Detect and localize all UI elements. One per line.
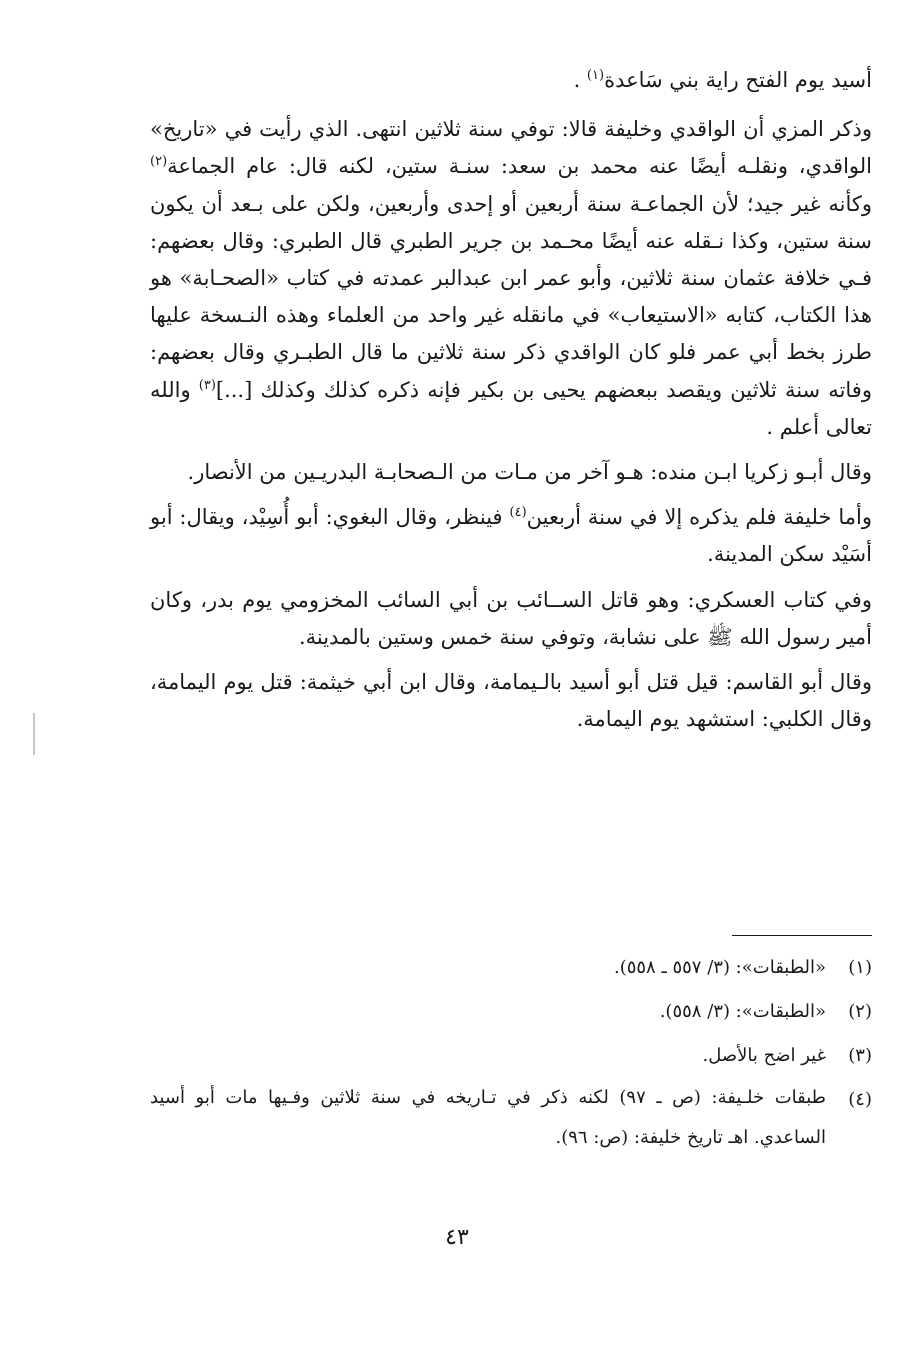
footnote-ref-3[interactable]: (٣): [198, 377, 216, 393]
scan-artifact-line: [33, 713, 35, 755]
footnote-ref-1[interactable]: (١): [586, 68, 605, 83]
paragraph-6: وقال أبو القاسم: قيل قتل أبو أسيد بالـيمامة، وقال ابن أبي خيثمة: قتل يوم اليمامة، وقال الكلبي: استشهد يوم اليمامة.: [150, 670, 872, 732]
footnote-text: طبقات خلـيفة: (ص ـ ٩٧) لكنه ذكر في تـاريخه في سنة ثلاثين وفـيها مات أبو أسيد الساعدي. اهـ تاريخ خليفة: (ص: ٩٦).: [150, 1087, 826, 1148]
footnote-text: غير اضح بالأصل.: [702, 1045, 826, 1066]
page-number: ٤٣: [445, 1225, 469, 1250]
footnote-2: [150, 990, 872, 1034]
paragraph-4-rest: فينظر، وقال البغوي: أبو أُسِيْد، ويقال: أبو أسَيْد سكن المدينة.: [150, 505, 872, 567]
footnote-3: [150, 1034, 872, 1078]
footnote-number: (٢): [848, 1001, 872, 1022]
main-text: [150, 62, 872, 746]
footnote-text: «الطبقات»: (٣/ ٥٥٨).: [659, 1001, 826, 1022]
footnote-4: [150, 1078, 872, 1158]
footnote-text: «الطبقات»: (٣/ ٥٥٧ ـ ٥٥٨).: [613, 957, 826, 978]
paragraph-5: وفي كتاب العسكري: وهو قاتل الســائب بن أبي السائب المخزومي يوم بدر، وكان أمير رسول الله ﷺ على نشابة، وتوفي سنة خمس وستين بالمدينة.: [150, 587, 872, 649]
paragraph-1-text: أسيد يوم الفتح راية بني سَاعدة: [604, 68, 872, 92]
paragraph-3: وقال أبـو زكريا ابـن منده: هـو آخر من مـات من الـصحابـة البدريـين من الأنصار.: [187, 460, 872, 485]
paragraph-2: [150, 111, 872, 446]
footnote-number: (٣): [848, 1045, 872, 1066]
footnote-ref-2[interactable]: (٢): [150, 154, 168, 170]
footnote-number: (١): [848, 957, 872, 978]
footnote-number: (٤): [848, 1089, 872, 1110]
paragraph-1-tail: .: [573, 68, 587, 92]
paragraph-1: [150, 62, 872, 99]
paragraph-2-rest: وكأنه غير جيد؛ لأن الجماعـة سنة أربعين أو إحدى وأربعين، ولكن على بـعد أن يكون سنة ستين، وكذا نـقله عنه أيضًا محـمد بن جرير الطبري قال الطبري: وقال بعضهم: فـي خلافة عثمان سنة ثلاثين، وأبو عمر ابن عبدالبر عمدته في كتاب «الصحـابة» هو هذا الكتاب، كتابه «الاستيعاب» في مانقله غير واحد من العلماء وهذه النـسخة عليها طرز بخط أبي عمر فلو كان الواقدي ذكر سنة ثلاثين ما قال الطبـري وقال بعضهم: وفاته سنة ثلاثين ويقصد ببعضهم يحيى بن بكير فإنه ذكره كذلك وكذلك [...]: [150, 191, 872, 402]
footnote-ref-4[interactable]: (٤): [509, 505, 527, 521]
footnotes: [150, 946, 872, 1158]
footnote-1: [150, 946, 872, 990]
paragraph-4: [150, 499, 872, 573]
paragraph-4-text: وأما خليفة فلم يذكره إلا في سنة أربعين: [526, 505, 872, 530]
paragraph-2-text: وذكر المزي أن الواقدي وخليفة قالا: توفي سنة ثلاثين انتهى. الذي رأيت في «تاريخ» الواقدي، ونقلـه أيضًا عنه محمد بن سعد: سنـة ستين، لكنه قال: عام الجماعة: [150, 117, 872, 179]
footnote-separator: [732, 935, 872, 936]
paragraph-2-end: والله تعالى أعلم .: [150, 377, 872, 439]
